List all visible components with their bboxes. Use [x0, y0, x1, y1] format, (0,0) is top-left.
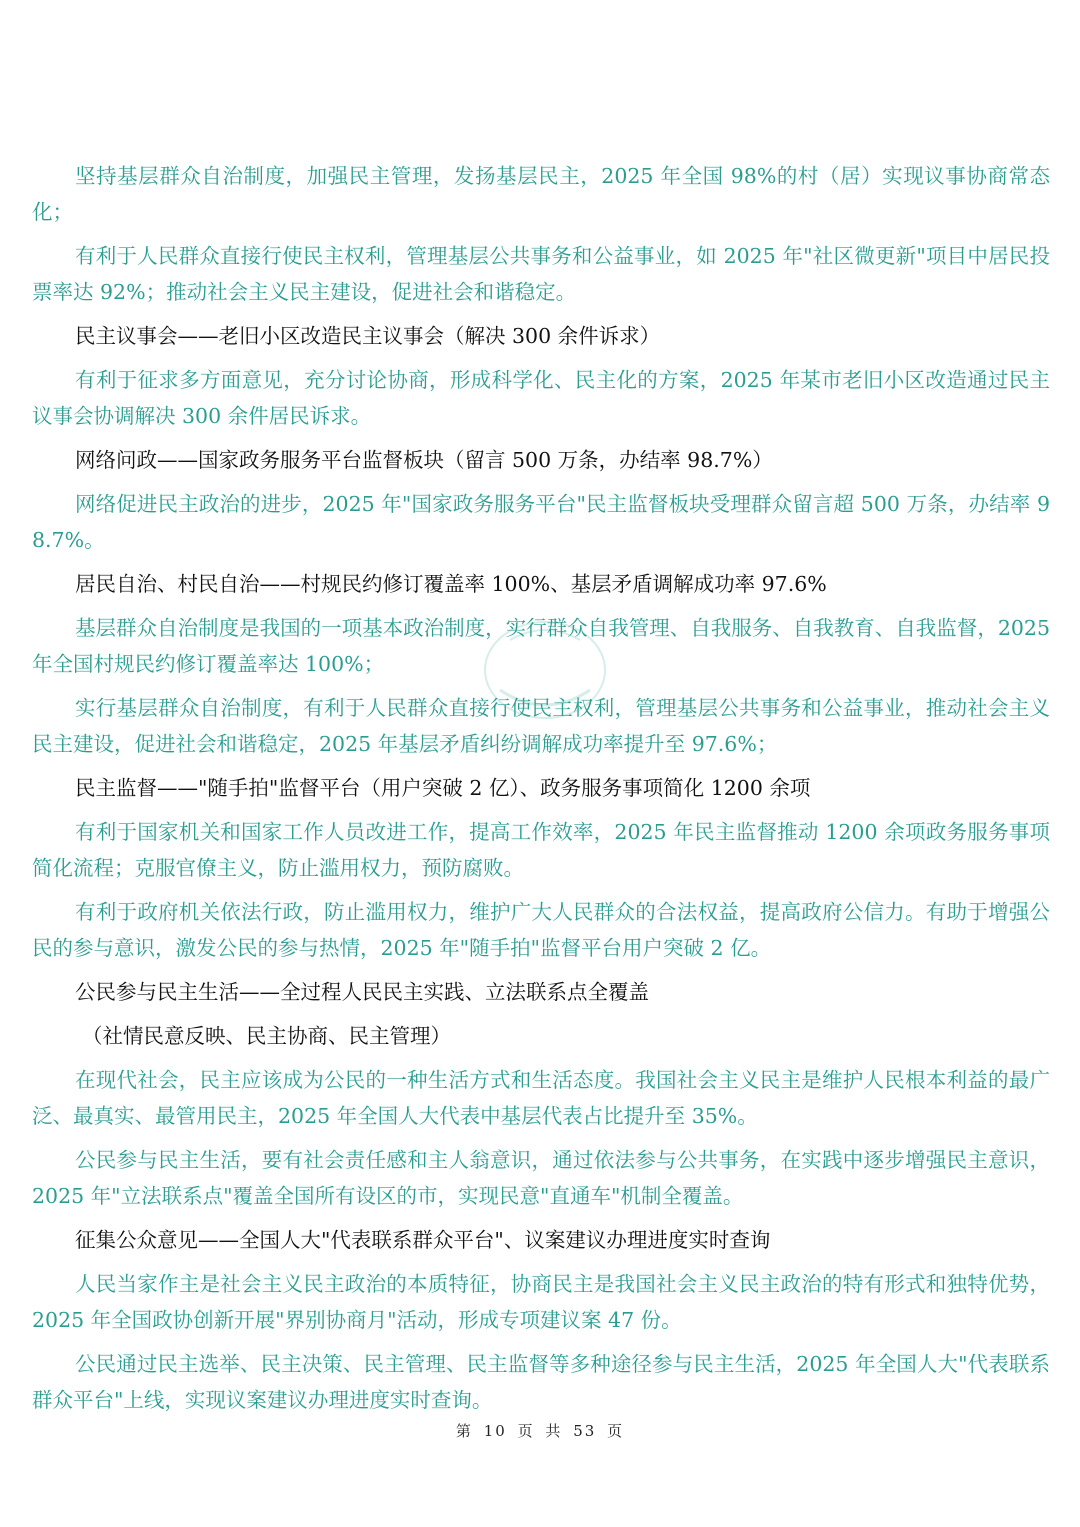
footer-total-word: 共	[545, 1422, 563, 1440]
section-heading: 居民自治、村民自治——村规民约修订覆盖率 100%、基层矛盾调解成功率 97.6%	[75, 572, 827, 596]
body-paragraph: 实行基层群众自治制度，有利于人民群众直接行使民主权利，管理基层公共事务和公益事业，推动社会主义民主建设，促进社会和谐稳定，2025 年基层矛盾纠纷调解成功率提升至 97.6%；	[32, 696, 1050, 756]
body-paragraph: 有利于政府机关依法行政，防止滥用权力，维护广大人民群众的合法权益，提高政府公信力。有助于增强公民的参与意识，激发公民的参与热情，2025 年"随手拍"监督平台用户突破 2 亿。	[32, 900, 1050, 960]
footer-total-pages: 53	[573, 1422, 597, 1440]
body-paragraph: 公民通过民主选举、民主决策、民主管理、民主监督等多种途径参与民主生活，2025 年全国人大"代表联系群众平台"上线，实现议案建议办理进度实时查询。	[32, 1352, 1050, 1412]
body-paragraph: 人民当家作主是社会主义民主政治的本质特征，协商民主是我国社会主义民主政治的特有形式和独特优势，2025 年全国政协创新开展"界别协商月"活动，形成专项建议案 47 份。	[32, 1272, 1050, 1332]
document-page	[32, 158, 1050, 1426]
body-paragraph: 在现代社会，民主应该成为公民的一种生活方式和生活态度。我国社会主义民主是维护人民根本利益的最广泛、最真实、最管用民主，2025 年全国人大代表中基层代表占比提升至 35%。	[32, 1068, 1050, 1128]
section-heading: 公民参与民主生活——全过程人民民主实践、立法联系点全覆盖	[75, 980, 649, 1004]
body-paragraph: 基层群众自治制度是我国的一项基本政治制度，实行群众自我管理、自我服务、自我教育、自我监督，2025 年全国村规民约修订覆盖率达 100%；	[32, 616, 1050, 676]
body-paragraph: 有利于国家机关和国家工作人员改进工作，提高工作效率，2025 年民主监督推动 1200 余项政务服务事项简化流程；克服官僚主义，防止滥用权力，预防腐败。	[32, 820, 1050, 880]
footer-current-page: 10	[483, 1422, 507, 1440]
section-heading: 民主监督——"随手拍"监督平台（用户突破 2 亿）、政务服务事项简化 1200 余项	[75, 776, 811, 800]
section-heading: （社情民意反映、民主协商、民主管理）	[82, 1024, 451, 1048]
section-heading: 民主议事会——老旧小区改造民主议事会（解决 300 余件诉求）	[75, 324, 661, 348]
footer-prefix: 第	[455, 1422, 473, 1440]
page-footer	[0, 1420, 1080, 1441]
section-heading: 网络问政——国家政务服务平台监督板块（留言 500 万条，办结率 98.7%）	[75, 448, 773, 472]
body-paragraph: 有利于人民群众直接行使民主权利，管理基层公共事务和公益事业，如 2025 年"社区微更新"项目中居民投票率达 92%；推动社会主义民主建设，促进社会和谐稳定。	[32, 244, 1050, 304]
footer-page-word: 页	[517, 1422, 535, 1440]
footer-suffix: 页	[607, 1422, 625, 1440]
body-paragraph: 坚持基层群众自治制度，加强民主管理，发扬基层民主，2025 年全国 98%的村（居）实现议事协商常态化；	[32, 164, 1050, 224]
section-heading: 征集公众意见——全国人大"代表联系群众平台"、议案建议办理进度实时查询	[75, 1228, 771, 1252]
body-paragraph: 网络促进民主政治的进步，2025 年"国家政务服务平台"民主监督板块受理群众留言超 500 万条，办结率 98.7%。	[32, 492, 1050, 552]
body-paragraph: 公民参与民主生活，要有社会责任感和主人翁意识，通过依法参与公共事务，在实践中逐步增强民主意识，2025 年"立法联系点"覆盖全国所有设区的市，实现民意"直通车"机制全覆盖。	[32, 1148, 1050, 1208]
body-paragraph: 有利于征求多方面意见，充分讨论协商，形成科学化、民主化的方案，2025 年某市老旧小区改造通过民主议事会协调解决 300 余件居民诉求。	[32, 368, 1050, 428]
